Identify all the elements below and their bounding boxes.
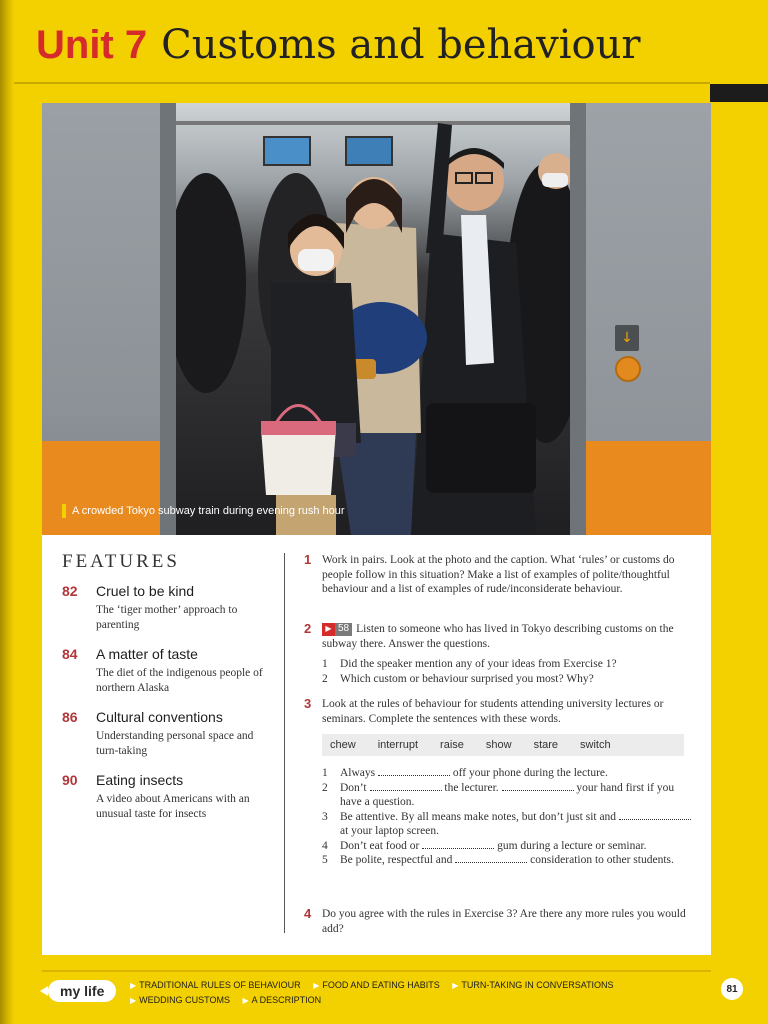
audio-play-button[interactable] — [322, 623, 352, 636]
topic-item: ▶ A DESCRIPTION — [243, 993, 322, 1008]
answer-blank[interactable] — [502, 781, 574, 791]
footer-rule — [42, 970, 711, 972]
topic-item: ▶ WEDDING CUSTOMS — [130, 993, 230, 1008]
crowd-illustration — [176, 103, 570, 535]
arrow-right-icon: ▶ — [130, 996, 137, 1005]
feature-title: Eating insects — [96, 772, 184, 788]
answer-blank[interactable] — [370, 781, 442, 791]
exercise-4 — [304, 907, 696, 936]
sentence-item: 5 Be polite, respectful and consideration to other students. — [322, 854, 674, 866]
word-box — [322, 734, 684, 756]
audio-track-number: 58 — [335, 623, 352, 636]
sentence-item: 3 Be attentive. By all means make notes, but don’t just sit and at your laptop screen. — [322, 810, 696, 839]
feature-page: 86 — [62, 709, 78, 725]
question-item: 2 Which custom or behaviour surprised you most? Why? — [322, 672, 594, 685]
sentence-item: 4 Don’t eat food or gum during a lecture or seminar. — [322, 839, 647, 852]
topic-list — [130, 978, 650, 1008]
arrow-right-icon: ▶ — [452, 981, 459, 990]
subway-photo — [42, 103, 711, 535]
exercise-text: Work in pairs. Look at the photo and the caption. What ‘rules’ or customs do people follow in this situation? Make a list of examples of polite/thoughtful behaviour and a list of examples of rude/inconsiderate behaviour. — [322, 554, 675, 595]
word-option: switch — [580, 738, 611, 751]
door-frame-left — [160, 103, 176, 535]
word-option: chew — [330, 738, 356, 751]
answer-blank[interactable] — [455, 853, 527, 863]
topic-item: ▶ TRADITIONAL RULES OF BEHAVIOUR — [130, 978, 301, 993]
feature-desc: A video about Americans with an unusual taste for insects — [96, 793, 250, 820]
answer-blank[interactable] — [619, 810, 691, 820]
topic-item: ▶ FOOD AND EATING HABITS — [313, 978, 440, 993]
feature-item[interactable] — [62, 772, 272, 822]
mylife-pointer — [40, 986, 48, 996]
feature-desc: Understanding personal space and turn-taking — [96, 730, 254, 757]
word-option: interrupt — [377, 738, 419, 751]
exercise-text: Do you agree with the rules in Exercise 3? Are there any more rules you would add? — [322, 908, 686, 935]
feature-title: Cruel to be kind — [96, 583, 195, 599]
photo-caption — [62, 503, 345, 519]
sentence-item: 2 Don’t the lecturer. your hand first if you have a question. — [322, 781, 675, 808]
unit-title: Customs and behaviour — [161, 22, 641, 68]
exercise-number: 3 — [304, 696, 312, 711]
corner-tab — [710, 84, 768, 102]
exercise-number: 4 — [304, 906, 312, 921]
arrow-right-icon: ▶ — [313, 981, 320, 990]
door-button-icon — [615, 356, 641, 382]
page-title — [36, 22, 641, 78]
title-rule — [14, 82, 710, 84]
word-option: raise — [440, 738, 464, 751]
content-panel — [42, 535, 711, 955]
column-divider — [284, 553, 285, 933]
feature-title: A matter of taste — [96, 646, 198, 662]
feature-item[interactable] — [62, 583, 272, 633]
train-stripe-left — [42, 441, 164, 535]
feature-item[interactable] — [62, 646, 272, 696]
feature-desc: The ‘tiger mother’ approach to parenting — [96, 604, 238, 631]
exercise-3 — [304, 697, 696, 868]
feature-item[interactable] — [62, 709, 272, 759]
question-item: 1 Did the speaker mention any of your ideas from Exercise 1? — [322, 658, 617, 670]
caption-text: A crowded Tokyo subway train during evening rush hour — [72, 505, 345, 517]
caption-marker — [62, 504, 66, 518]
sentence-item: 1 Always off your phone during the lecture. — [322, 767, 608, 779]
door-arrow-icon: ↓ — [615, 325, 639, 351]
features-heading: FEATURES — [62, 551, 180, 572]
exercise-text: Listen to someone who has lived in Tokyo describing customs on the subway there. Answer the questions. — [322, 623, 674, 650]
exercise-1 — [304, 553, 696, 597]
exercise-number: 2 — [304, 621, 312, 636]
train-stripe-right — [573, 441, 711, 535]
word-option: stare — [533, 738, 559, 751]
exercise-number: 1 — [304, 552, 312, 567]
arrow-right-icon: ▶ — [130, 981, 137, 990]
word-option: show — [485, 738, 512, 751]
page-number: 81 — [721, 978, 743, 1000]
feature-page: 84 — [62, 646, 78, 662]
unit-label: Unit 7 — [36, 23, 148, 67]
feature-page: 90 — [62, 772, 78, 788]
door-frame-right — [570, 103, 586, 535]
topic-item: ▶ TURN-TAKING IN CONVERSATIONS — [452, 978, 613, 993]
feature-desc: The diet of the indigenous people of northern Alaska — [96, 667, 263, 694]
answer-blank[interactable] — [422, 839, 494, 849]
exercise-2 — [304, 622, 696, 686]
feature-page: 82 — [62, 583, 78, 599]
exercise-text: Look at the rules of behaviour for students attending university lectures or seminars. Complete the sentences with these words. — [322, 698, 664, 725]
feature-title: Cultural conventions — [96, 709, 223, 725]
play-icon: ▶ — [322, 623, 335, 636]
answer-blank[interactable] — [378, 766, 450, 776]
footer — [42, 970, 738, 1010]
page-gutter — [0, 0, 14, 1024]
arrow-right-icon: ▶ — [242, 996, 249, 1005]
mylife-label: my life — [48, 980, 116, 1002]
